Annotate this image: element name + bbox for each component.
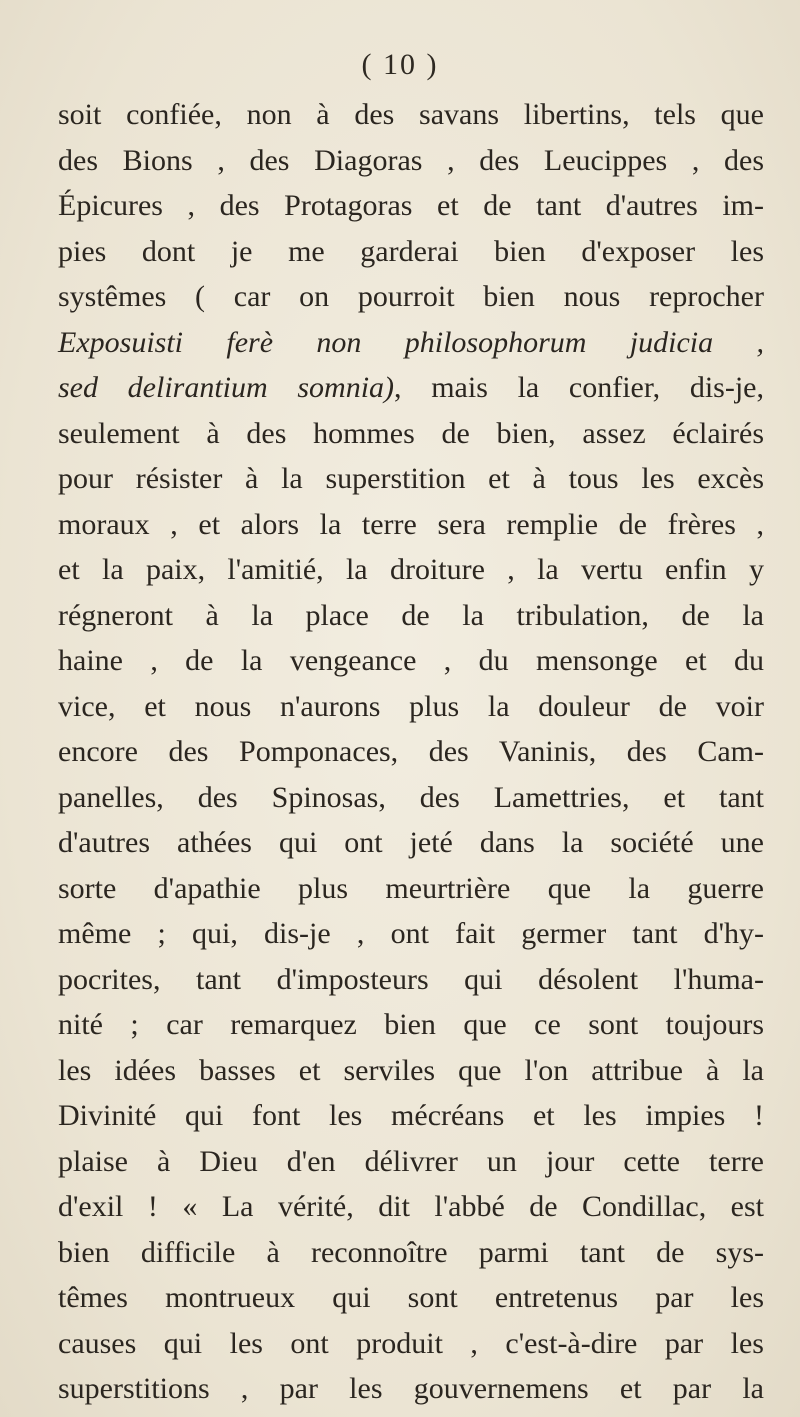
text-line — [58, 911, 764, 957]
text-segment: soit confiée, non à des savans libertins, tels que — [58, 98, 764, 131]
text-segment: superstitions , par les gouvernemens et par la — [58, 1372, 764, 1405]
text-segment: pocrites, tant d'imposteurs qui désolent l'huma- — [58, 962, 764, 996]
text-segment: Divinité qui font les mécréans et les impies ! — [58, 1099, 764, 1132]
text-line — [58, 456, 764, 502]
text-segment: des Bions , des Diagoras , des Leucippes , des — [58, 143, 764, 177]
text-line — [58, 1230, 764, 1276]
text-segment: causes qui les ont produit , c'est-à-dire par les — [58, 1326, 764, 1360]
text-segment: d'exil ! « La vérité, dit l'abbé de Condillac, est — [58, 1190, 764, 1223]
text-line — [58, 775, 764, 821]
text-segment: vice, et nous n'aurons plus la douleur de voir — [58, 689, 764, 723]
text-line — [58, 638, 764, 684]
text-segment: , mais la confier, dis-je, — [394, 371, 764, 404]
text-line — [58, 365, 764, 411]
text-segment: Épicures , des Protagoras et de tant d'autres im- — [58, 189, 764, 222]
text-segment: systêmes ( car on pourroit bien nous reprocher — [58, 280, 764, 313]
text-segment: et la paix, l'amitié, la droiture , la vertu enfin y — [58, 553, 764, 586]
italic-text: Exposuisti ferè non philosophorum judicia , — [58, 325, 764, 359]
text-line — [58, 229, 764, 275]
text-line — [58, 502, 764, 548]
text-line — [58, 1184, 764, 1230]
text-line — [58, 1275, 764, 1321]
text-line — [58, 183, 764, 229]
body-text — [58, 92, 764, 1412]
text-segment: même ; qui, dis-je , ont fait germer tant d'hy- — [58, 917, 764, 950]
text-segment: moraux , et alors la terre sera remplie de frères , — [58, 507, 764, 541]
text-segment: régneront à la place de la tribulation, de la — [58, 598, 764, 632]
text-segment: nité ; car remarquez bien que ce sont toujours — [58, 1008, 764, 1041]
text-line — [58, 1366, 764, 1412]
text-line — [58, 547, 764, 593]
text-line — [58, 92, 764, 138]
text-line — [58, 411, 764, 457]
text-segment: sorte d'apathie plus meurtrière que la guerre — [58, 871, 764, 905]
text-line — [58, 593, 764, 639]
text-line — [58, 957, 764, 1003]
italic-text: sed delirantium somnia) — [58, 371, 395, 404]
text-segment: les idées basses et serviles que l'on attribue à la — [58, 1053, 764, 1087]
text-segment: têmes montrueux qui sont entretenus par les — [58, 1281, 764, 1314]
page-number: ( 10 ) — [361, 48, 439, 81]
text-line — [58, 729, 764, 775]
text-line — [58, 1048, 764, 1094]
text-line — [58, 1002, 764, 1048]
text-segment: pour résister à la superstition et à tous les excès — [58, 462, 764, 495]
text-line — [58, 1321, 764, 1367]
text-line — [58, 1093, 764, 1139]
text-line — [58, 274, 764, 320]
text-segment: panelles, des Spinosas, des Lamettries, et tant — [58, 780, 764, 814]
text-segment: haine , de la vengeance , du mensonge et du — [58, 644, 764, 677]
text-line — [58, 320, 764, 366]
text-line — [58, 684, 764, 730]
text-line — [58, 866, 764, 912]
text-segment: plaise à Dieu d'en délivrer un jour cette terre — [58, 1144, 764, 1178]
text-segment: encore des Pomponaces, des Vaninis, des Cam- — [58, 735, 764, 768]
text-segment: pies dont je me garderai bien d'exposer les — [58, 234, 764, 268]
text-line — [58, 820, 764, 866]
text-segment: bien difficile à reconnoître parmi tant de sys- — [58, 1235, 764, 1269]
text-segment: seulement à des hommes de bien, assez éclairés — [58, 416, 764, 450]
text-segment: d'autres athées qui ont jeté dans la société une — [58, 826, 764, 859]
text-line — [58, 138, 764, 184]
text-line — [58, 1139, 764, 1185]
